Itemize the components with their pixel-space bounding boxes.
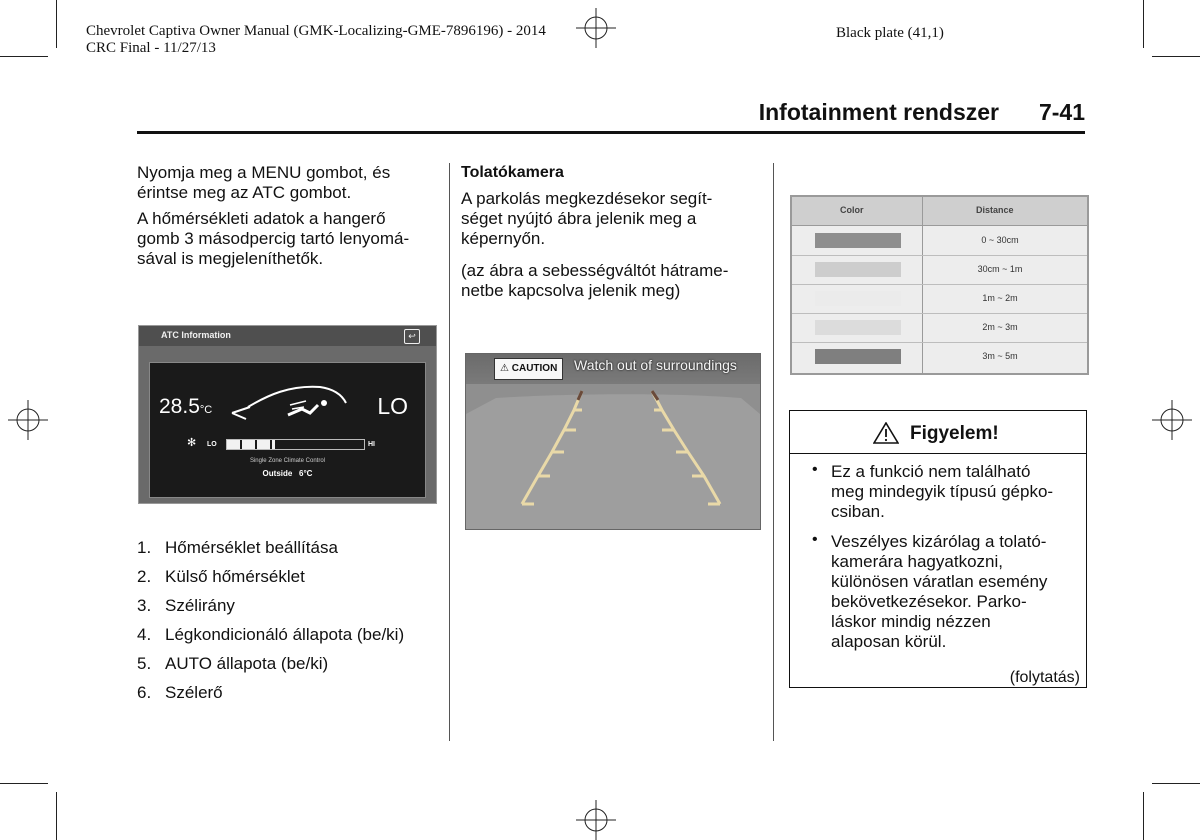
header-distance: Distance [976,205,1014,215]
warning-bullet-text: Ez a funkció nem található meg mindegyik típusú gépko- csiban. [831,462,1054,521]
crop-mark [0,56,48,57]
outside-temp-value: 6°C [299,469,313,478]
crop-mark [1143,792,1144,840]
bullet-icon: • [812,531,818,548]
list-number: 1. [137,538,152,557]
distance-color-table [790,195,1089,375]
outside-label: Outside [262,469,293,478]
fan-low-label: LO [207,441,217,448]
back-icon[interactable]: ↩ [404,329,420,344]
distance-value: 0 ~ 30cm [981,235,1019,245]
color-swatch [815,349,901,364]
atc-titlebar [139,326,436,346]
warning-title: Figyelem! [910,423,999,444]
fan-high-label: HI [368,441,375,448]
camera-paragraph: A parkolás megkezdésekor segít- séget nyújtó ábra jelenik meg a képernyőn. [461,189,713,248]
distance-value: 30cm ~ 1m [977,264,1023,274]
registration-mark-icon [576,800,616,840]
list-text: Hőmérséklet beállítása [165,538,338,557]
crop-mark [56,0,57,48]
color-swatch [815,320,901,335]
list-number: 6. [137,683,152,702]
print-header-title: Chevrolet Captiva Owner Manual (GMK-Localizing-GME-7896196) - 2014 [86,23,546,39]
camera-note: (az ábra a sebességváltót hátrame- netbe kapcsolva jelenik meg) [461,261,729,300]
page-title-bar [137,99,1085,134]
table-row [792,313,1087,343]
list-text: Légkondicionáló állapota (be/ki) [165,625,405,644]
list-text: Külső hőmérséklet [165,567,305,586]
outside-temperature [150,469,425,478]
climate-mode-text: Single Zone Climate Control [249,458,326,464]
crop-mark [1152,56,1200,57]
print-header-status: CRC Final - 11/27/13 [86,40,216,56]
list-number: 2. [137,567,152,586]
fan-icon: ✻ [187,437,197,449]
section-title: Infotainment rendszer [758,99,999,125]
table-header [792,197,1087,226]
list-item [137,567,305,587]
registration-mark-icon [1152,400,1192,440]
caution-message: Watch out of surroundings [574,357,737,373]
color-swatch [815,233,901,248]
atc-display-panel [149,362,426,498]
page-number: 7-41 [1038,99,1085,125]
warning-triangle-icon [873,422,899,444]
info-paragraph: A hőmérsékleti adatok a hangerő gomb 3 másodpercig tartó lenyomá- sával is megjeleníthetők. [137,209,410,268]
caution-badge [494,358,563,380]
table-row [792,342,1087,371]
distance-value: 1m ~ 2m [982,293,1018,303]
fan-speed-fill [227,440,275,449]
list-number: 3. [137,596,152,615]
table-row [792,255,1087,285]
registration-mark-icon [576,8,616,48]
print-header-plate: Black plate (41,1) [836,25,944,41]
column-divider [449,163,450,741]
caution-badge-label: CAUTION [511,363,558,374]
list-text: Szélerő [165,683,223,702]
temperature-value: 28.5 [159,395,200,418]
bullet-icon: • [812,461,818,478]
atc-screen-title: ATC Information [161,330,231,340]
registration-mark-icon [8,400,48,440]
list-number: 5. [137,654,152,673]
list-text: Szélirány [165,596,235,615]
color-swatch [815,291,901,306]
set-temperature [159,395,212,419]
list-text: AUTO állapota (be/ki) [165,654,329,673]
list-item [137,683,223,703]
crop-mark [56,792,57,840]
warning-box [789,410,1087,688]
fan-speed-bar [226,439,365,450]
table-row [792,284,1087,314]
warning-bullet-text: Veszélyes kizárólag a tolató- kamerára hagyatkozni, különösen váratlan esemény bekövetkezésekor. Parko- láskor mindig nézzen alaposan körül. [831,532,1048,651]
temperature-unit: °C [199,404,213,416]
distance-value: 3m ~ 5m [982,351,1018,361]
rear-camera-view [465,353,761,530]
mode-indicator: LO [377,393,408,419]
warning-header [790,411,1086,454]
warning-triangle-icon: ⚠ [500,363,509,374]
airflow-direction-icon [228,379,356,427]
crop-mark [1143,0,1144,48]
color-swatch [815,262,901,277]
crop-mark [1152,783,1200,784]
list-item [137,654,328,674]
list-number: 4. [137,625,152,644]
list-item [137,625,404,645]
header-color: Color [840,205,864,215]
crop-mark [0,783,48,784]
parking-guide-lines [466,354,760,529]
continued-note: (folytatás) [1009,669,1080,686]
column-divider [773,163,774,741]
list-item [137,596,235,616]
section-heading: Tolatókamera [461,164,564,181]
list-item [137,538,338,558]
table-row [792,226,1087,256]
intro-paragraph: Nyomja meg a MENU gombot, és érintse meg az ATC gombot. [137,163,391,202]
atc-information-screen [138,325,437,504]
distance-value: 2m ~ 3m [982,322,1018,332]
